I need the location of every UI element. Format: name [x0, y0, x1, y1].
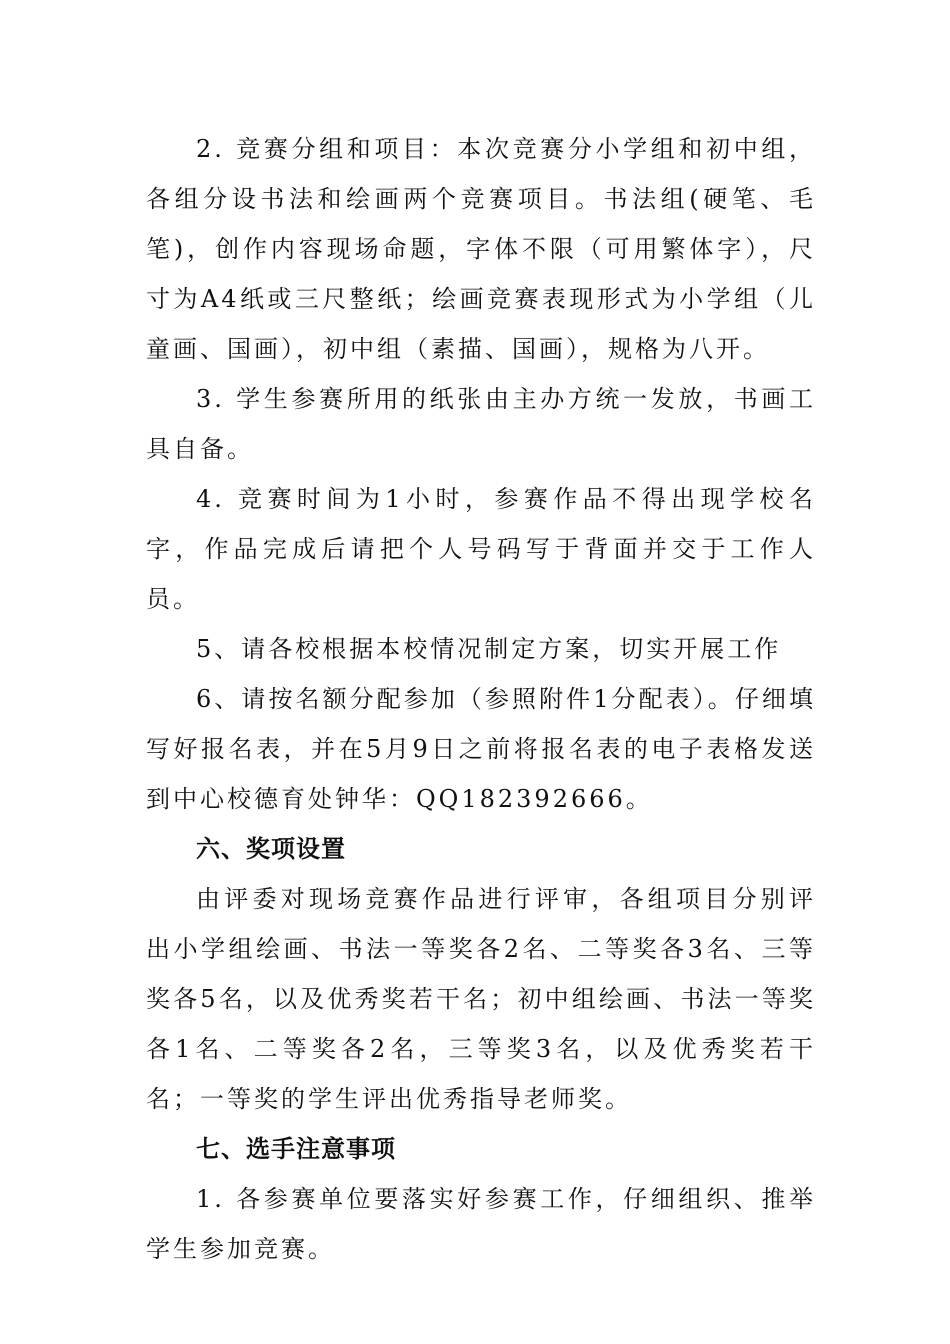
paragraph-item-2-groups: 2. 竞赛分组和项目：本次竞赛分小学组和初中组，各组分设书法和绘画两个竞赛项目。书法组(硬笔、毛笔)，创作内容现场命题，字体不限（可用繁体字），尺寸为A4纸或三尺整纸；绘画竞赛表现形式为小学组（儿童画、国画），初中组（素描、国画），规格为八开。 [146, 135, 816, 363]
paragraph-item-6-registration: 6、请按名额分配参加（参照附件1分配表）。仔细填写好报名表，并在5月9日之前将报名表的电子表格发送到中心校德育处钟华：QQ182392666。 [146, 685, 816, 813]
document-body [146, 124, 816, 1274]
paragraph-item-4-time: 4. 竞赛时间为1小时，参赛作品不得出现学校名字，作品完成后请把个人号码写于背面并交于工作人员。 [146, 485, 816, 613]
paragraph-item-3-paper: 3. 学生参赛所用的纸张由主办方统一发放，书画工具自备。 [146, 385, 816, 463]
section-heading-notes: 七、选手注意事项 [196, 1135, 396, 1163]
section-heading-awards: 六、奖项设置 [196, 835, 346, 863]
paragraph-item-5-plan: 5、请各校根据本校情况制定方案，切实开展工作 [196, 635, 782, 663]
paragraph-notes-item-1: 1. 各参赛单位要落实好参赛工作，仔细组织、推举学生参加竞赛。 [146, 1185, 816, 1263]
paragraph-awards: 由评委对现场竞赛作品进行评审，各组项目分别评出小学组绘画、书法一等奖各2名、二等奖各3名、三等奖各5名，以及优秀奖若干名；初中组绘画、书法一等奖各1名、二等奖各2名，三等奖3名，以及优秀奖若干名；一等奖的学生评出优秀指导老师奖。 [146, 885, 816, 1113]
